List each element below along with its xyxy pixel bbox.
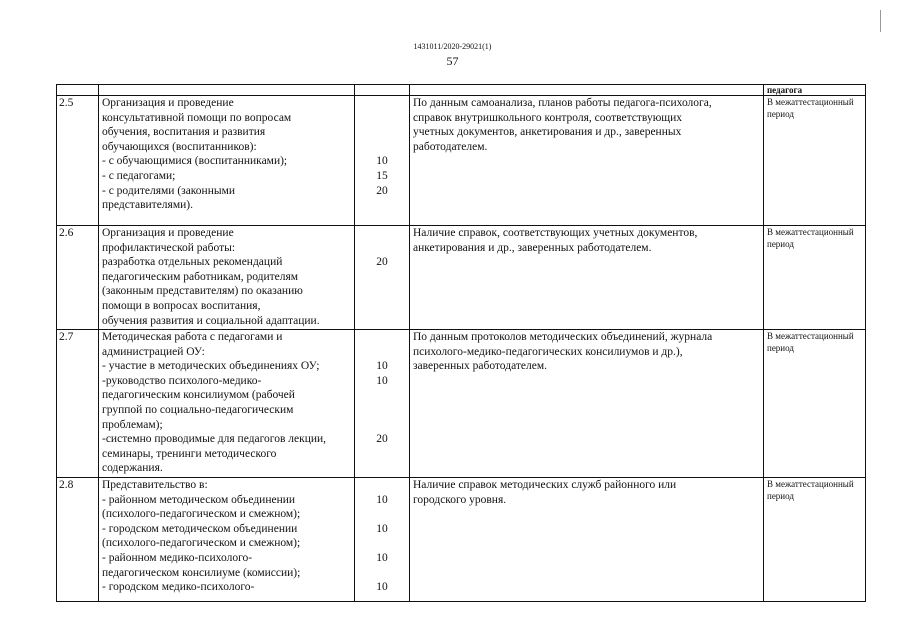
desc-line: разработка отдельных рекомендаций <box>102 256 283 269</box>
row-evidence <box>410 330 764 478</box>
desc-line: педагогическим консилиумом (рабочей <box>102 389 295 402</box>
desc-line: - с обучающимися (воспитанниками); <box>102 155 288 168</box>
evidence-line: анкетирования и др., заверенных работодателем. <box>413 241 652 254</box>
desc-line: - с родителями (законными <box>102 184 236 197</box>
desc-line: Организация и проведение <box>102 97 234 109</box>
points-value: 20 <box>376 433 388 446</box>
desc-line: (психолого-педагогическом и смежном); <box>102 537 301 550</box>
row-points <box>355 226 410 330</box>
desc-line: Представительство в: <box>102 479 208 491</box>
desc-line: -системно проводимые для педагогов лекции, <box>102 433 327 446</box>
table-row-2-5 <box>57 96 866 226</box>
desc-line: группой по социально-педагогическим <box>102 403 294 416</box>
table-row-2-6 <box>57 226 866 330</box>
row-evidence <box>410 478 764 602</box>
desc-line: представителями). <box>102 199 193 212</box>
desc-line: - с педагогами; <box>102 169 176 182</box>
row-evidence <box>410 96 764 226</box>
desc-line: (психолого-педагогическом и смежном); <box>102 508 301 521</box>
header-cell-evidence <box>410 85 764 96</box>
evidence-line: По данным протоколов методических объединений, журнала <box>413 331 713 343</box>
desc-line: Методическая работа с педагогами и <box>102 331 283 343</box>
row-points <box>355 478 410 602</box>
desc-line: обучения развития и социальной адаптации. <box>102 314 320 327</box>
header-cell-points <box>355 85 410 96</box>
desc-line: обучения, воспитания и развития <box>102 126 266 139</box>
desc-line: администрацией ОУ: <box>102 345 205 358</box>
desc-line: содержания. <box>102 462 163 475</box>
document-number: 1431011/2020-29021(1) <box>413 42 492 51</box>
desc-line: профилактической работы: <box>102 241 236 254</box>
evidence-line: заверенных работодателем. <box>413 360 548 373</box>
desc-line: педагогическим работникам, родителям <box>102 270 299 283</box>
evidence-line: Наличие справок методических служб районного или <box>413 479 677 491</box>
evidence-line: работодателем. <box>413 140 488 153</box>
row-description <box>99 226 355 330</box>
points-value: 10 <box>376 581 388 594</box>
desc-line: консультативной помощи по вопросам <box>102 111 292 124</box>
desc-line: Организация и проведение <box>102 227 234 239</box>
desc-line: - районном медико-психолого- <box>102 551 253 564</box>
desc-line: - городском медико-психолого- <box>102 581 255 594</box>
evidence-line: Наличие справок, соответствующих учетных документов, <box>413 227 698 239</box>
desc-line: помощи в вопросах воспитания, <box>102 299 261 312</box>
header-cell-period: педагога <box>764 85 866 96</box>
evidence-line: справок внутришкольного контроля, соответствующих <box>413 111 683 124</box>
row-period: В межаттестационный период <box>764 96 866 226</box>
desc-line: (законным представителям) по оказанию <box>102 285 303 298</box>
row-description <box>99 96 355 226</box>
desc-line: -руководство психолого-медико- <box>102 374 262 387</box>
desc-line: педагогическом консилиуме (комиссии); <box>102 566 301 579</box>
row-points <box>355 96 410 226</box>
table-row-2-7 <box>57 330 866 478</box>
table-header-row <box>57 85 866 96</box>
row-number: 2.6 <box>57 226 99 330</box>
points-value: 10 <box>376 522 388 535</box>
desc-line: - районном методическом объединении <box>102 493 296 506</box>
points-value: 20 <box>376 256 388 269</box>
desc-line: семинары, тренинги методического <box>102 447 277 460</box>
evidence-line: учетных документов, анкетирования и др., заверенных <box>413 126 682 139</box>
desc-line: - городском методическом объединении <box>102 522 298 535</box>
row-description <box>99 330 355 478</box>
criteria-table <box>56 84 866 602</box>
row-period: В межаттестационный период <box>764 226 866 330</box>
row-number: 2.8 <box>57 478 99 602</box>
desc-line: - участие в методических объединениях ОУ; <box>102 360 320 373</box>
row-number: 2.7 <box>57 330 99 478</box>
row-description <box>99 478 355 602</box>
scan-margin-mark <box>880 10 881 32</box>
row-number: 2.5 <box>57 96 99 226</box>
row-period: В межаттестационный период <box>764 330 866 478</box>
row-period: В межаттестационный период <box>764 478 866 602</box>
row-points <box>355 330 410 478</box>
desc-line: обучающихся (воспитанников): <box>102 140 257 153</box>
points-value: 10 <box>376 155 388 168</box>
evidence-line: психолого-медико-педагогических консилиумов и др.), <box>413 345 683 358</box>
evidence-line: городского уровня. <box>413 493 507 506</box>
points-value: 10 <box>376 374 388 387</box>
page-number: 57 <box>446 54 459 68</box>
points-value: 15 <box>376 169 388 182</box>
points-value: 10 <box>376 493 388 506</box>
header-cell-num <box>57 85 99 96</box>
points-value: 10 <box>376 551 388 564</box>
points-value: 10 <box>376 360 388 373</box>
table-row-2-8 <box>57 478 866 602</box>
header-cell-desc <box>99 85 355 96</box>
points-value: 20 <box>376 184 388 197</box>
row-evidence <box>410 226 764 330</box>
desc-line: проблемам); <box>102 418 163 431</box>
evidence-line: По данным самоанализа, планов работы педагога-психолога, <box>413 97 712 109</box>
